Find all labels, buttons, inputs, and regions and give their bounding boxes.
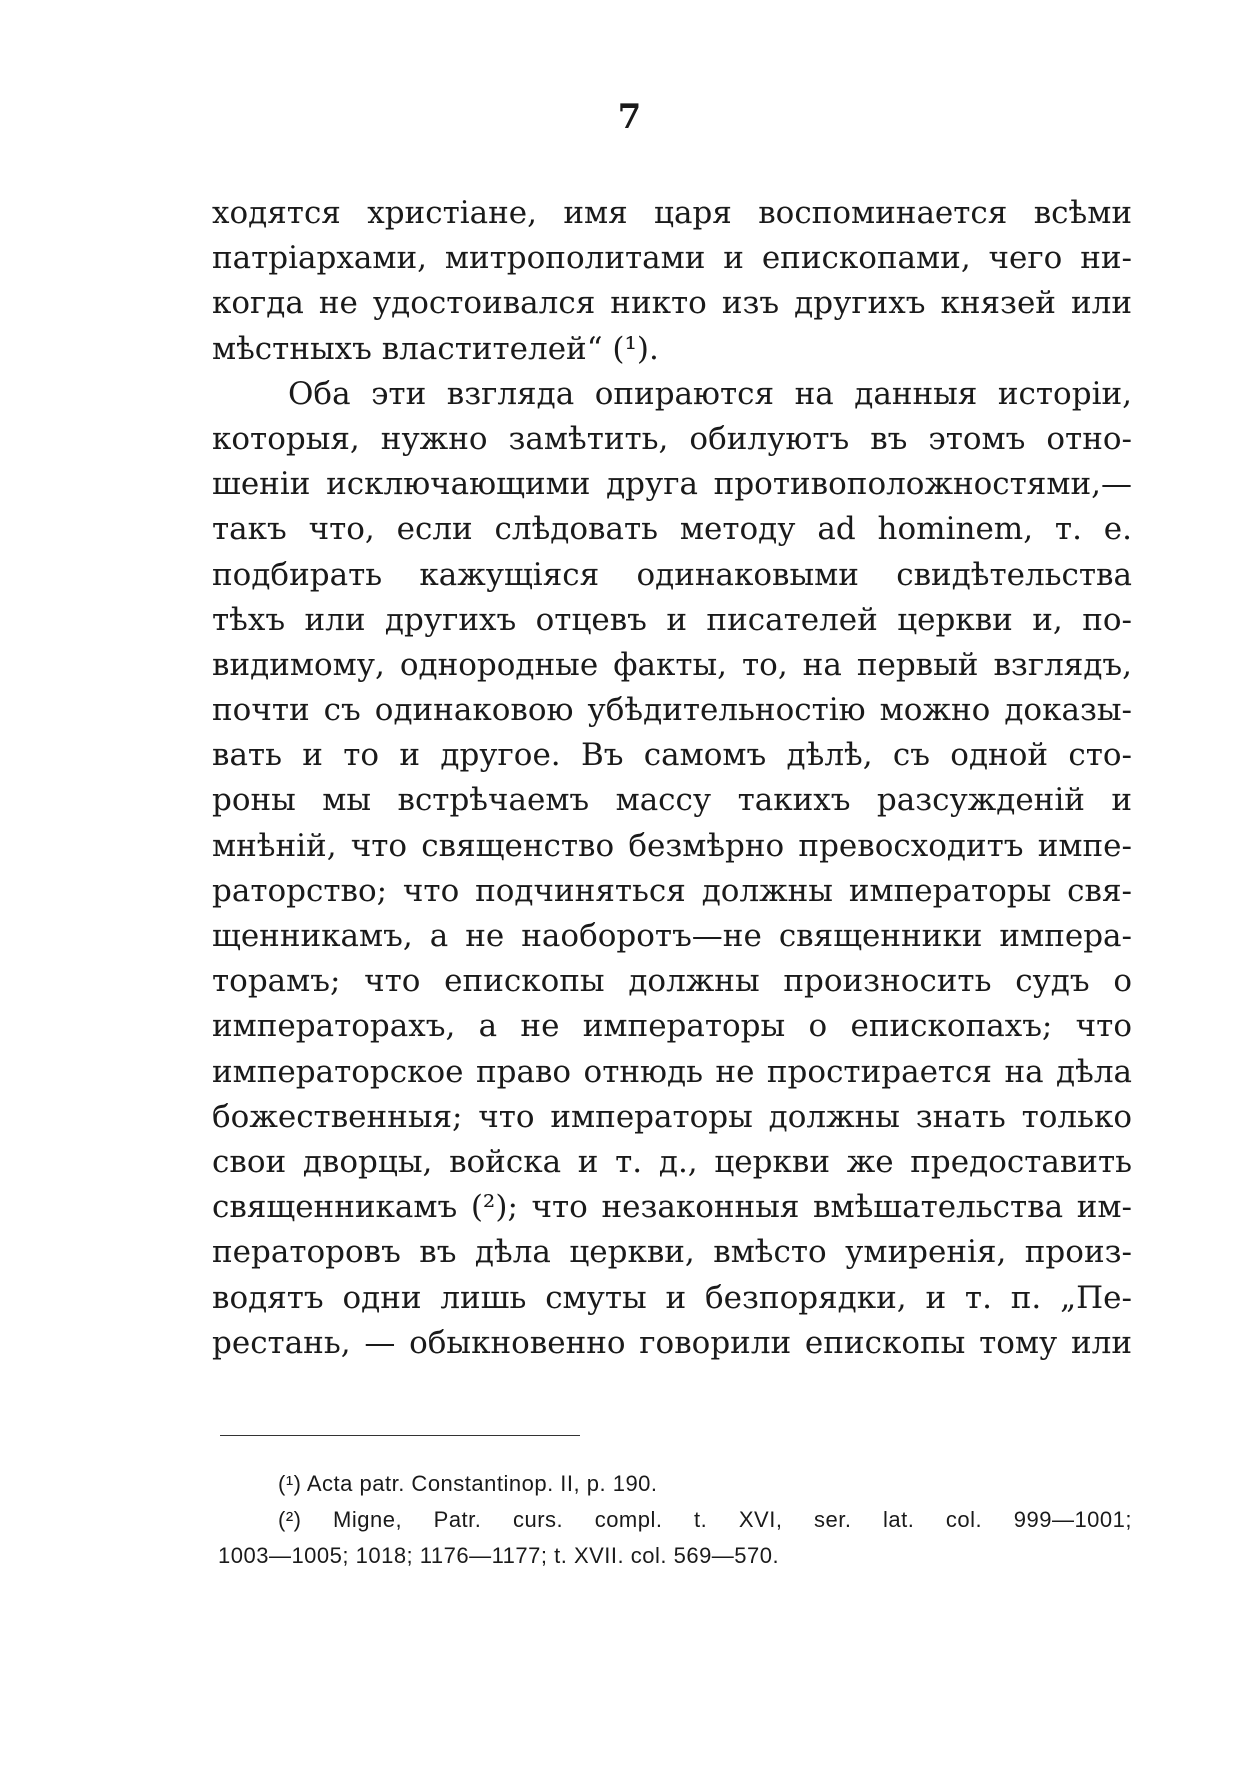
text-line: которыя, нужно замѣтить, обилуютъ въ этомъ отно- <box>212 420 1132 457</box>
footnote-separator <box>220 1435 580 1436</box>
text-line: видимому, однородные факты, то, на первый взглядъ, <box>212 646 1132 683</box>
text-line: мнѣній, что священство безмѣрно превосходитъ импе- <box>212 827 1132 864</box>
text-line: ператоровъ въ дѣла церкви, вмѣсто умиренія, произ- <box>212 1234 1132 1271</box>
footnote-line: (¹) Acta patr. Constantinop. II, p. 190. <box>278 1471 658 1496</box>
text-line: священникамъ (²); что незаконныя вмѣшательства им- <box>212 1189 1132 1226</box>
body-text <box>212 191 1132 1366</box>
text-line: императорское право отнюдь не простирается на дѣла <box>212 1053 1132 1090</box>
text-line: мѣстныхъ властителей“ (¹). <box>212 330 659 367</box>
text-line: вать и то и другое. Въ самомъ дѣлѣ, съ одной сто- <box>212 737 1132 774</box>
text-line: когда не удостоивался никто изъ другихъ князей или <box>212 285 1132 322</box>
text-line: императорахъ, а не императоры о епископахъ; что <box>212 1008 1132 1045</box>
text-line: свои дворцы, войска и т. д., церкви же предоставить <box>212 1143 1132 1180</box>
text-line: торамъ; что епископы должны произносить судъ о <box>212 963 1132 1000</box>
text-line: божественныя; что императоры должны знать только <box>212 1098 1132 1135</box>
text-line: щенникамъ, а не наоборотъ—не священники импера- <box>212 918 1132 954</box>
text-line: рестань, — обыкновенно говорили епископы тому или <box>212 1324 1132 1361</box>
page-number: 7 <box>617 97 642 137</box>
text-line: ходятся христіане, имя царя воспоминается всѣми <box>212 195 1132 231</box>
text-line: раторство; что подчиняться должны императоры свя- <box>212 872 1132 909</box>
footnotes <box>218 1466 1132 1574</box>
footnote-line: (²) Migne, Patr. curs. compl. t. XVI, ser. lat. col. 999—1001; <box>278 1507 1132 1532</box>
text-line: шеніи исключающими друга противоположностями,— <box>212 466 1132 503</box>
text-line: Оба эти взгляда опираются на данныя исторіи, <box>288 375 1132 412</box>
footnote-line: 1003—1005; 1018; 1176—1177; t. XVII. col. 569—570. <box>218 1543 780 1568</box>
text-line: патріархами, митрополитами и епископами, чего ни- <box>212 240 1132 277</box>
text-line: водятъ одни лишь смуты и безпорядки, и т. п. „Пе- <box>212 1279 1132 1316</box>
text-line: такъ что, если слѣдовать методу ad hominem, т. е. <box>212 511 1132 548</box>
text-line: тѣхъ или другихъ отцевъ и писателей церкви и, по- <box>212 601 1132 638</box>
text-line: подбирать кажущіяся одинаковыми свидѣтельства <box>212 556 1132 593</box>
text-line: роны мы встрѣчаемъ массу такихъ разсужденій и <box>212 782 1132 819</box>
text-line: почти съ одинаковою убѣдительностію можно доказы- <box>212 692 1132 729</box>
